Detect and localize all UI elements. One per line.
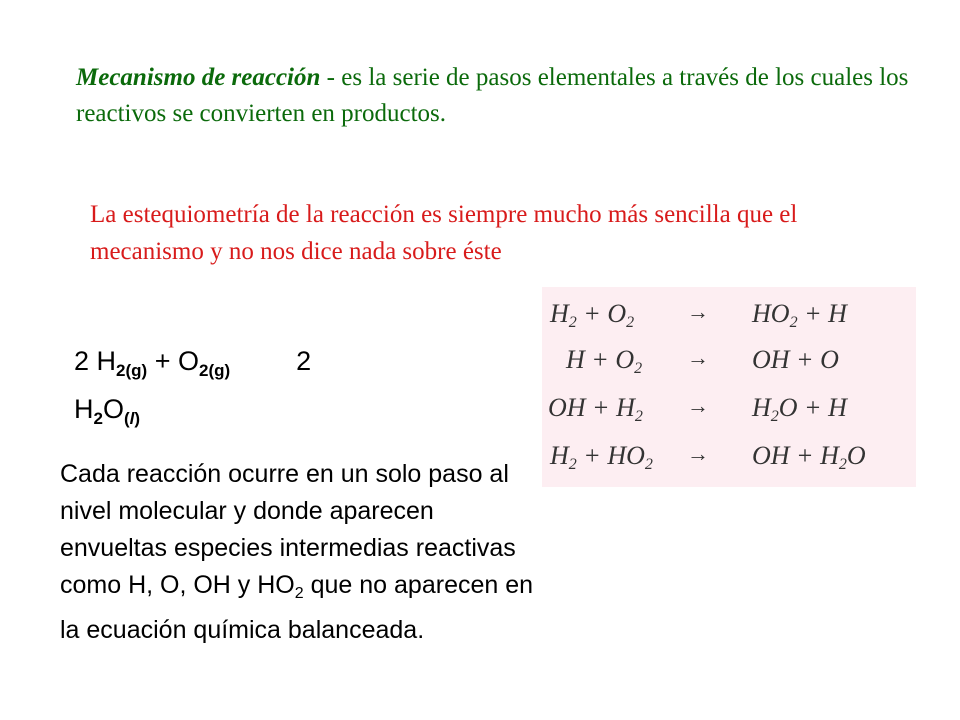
eq-product-o: O bbox=[102, 394, 124, 424]
step-reactants bbox=[566, 345, 642, 378]
explanation-paragraph bbox=[60, 456, 540, 649]
step-sub: 2 bbox=[634, 360, 643, 377]
eq-state-close: ) bbox=[134, 409, 141, 428]
eq-sub-h2: 2(g) bbox=[116, 361, 148, 380]
step-term: + HO bbox=[576, 441, 645, 470]
stoichiometry-note: La estequiometría de la reacción es siempre mucho más sencilla que el mecanismo y no nos dice nada sobre éste bbox=[90, 201, 798, 265]
step-term: OH + H bbox=[752, 441, 839, 470]
step-products bbox=[752, 441, 866, 474]
step-sub: 2 bbox=[789, 314, 798, 331]
definition-term: Mecanismo de reacción bbox=[76, 64, 321, 91]
step-term: OH + O bbox=[752, 345, 839, 374]
arrow-icon: → bbox=[687, 345, 709, 370]
step-sub: 2 bbox=[634, 408, 643, 425]
step-products bbox=[752, 299, 847, 332]
step-term: H + O bbox=[566, 345, 635, 374]
eq-state: l bbox=[129, 409, 135, 428]
mechanism-step bbox=[542, 385, 916, 431]
step-sub: 2 bbox=[838, 456, 847, 473]
mechanism-steps-image bbox=[542, 287, 916, 487]
step-term: O bbox=[846, 441, 866, 470]
step-sub: 2 bbox=[626, 314, 635, 331]
step-term: HO bbox=[752, 299, 790, 328]
overall-equation bbox=[74, 342, 374, 438]
step-term: O + H bbox=[778, 393, 847, 422]
explanation-text-1: Cada reacción ocurre en un solo paso al nivel molecular y donde aparecen envueltas especies intermedias reactivas como H, O, OH y HO bbox=[60, 460, 516, 599]
step-sub: 2 bbox=[568, 314, 577, 331]
explanation-text-2: que no aparecen en la ecuación química balanceada. bbox=[60, 571, 534, 644]
step-products bbox=[752, 393, 847, 426]
mechanism-step bbox=[542, 337, 916, 383]
mechanism-step bbox=[542, 291, 916, 337]
step-term: H bbox=[752, 393, 771, 422]
step-reactants bbox=[550, 299, 634, 332]
step-sub: 2 bbox=[644, 456, 653, 473]
arrow-icon: → bbox=[687, 393, 709, 418]
arrow-icon: → bbox=[687, 299, 709, 324]
explanation-sub: 2 bbox=[294, 585, 304, 602]
step-products bbox=[752, 345, 839, 375]
step-term: + O bbox=[576, 299, 627, 328]
eq-reactant-h2: 2 H bbox=[74, 346, 117, 376]
step-term: OH + H bbox=[548, 393, 635, 422]
definition-text: - es la serie de pasos elementales a través de los cuales los reactivos se convierten en productos. bbox=[76, 64, 909, 127]
eq-product-h: H bbox=[74, 394, 94, 424]
eq-reactant-o2: + O bbox=[147, 346, 199, 376]
step-sub: 2 bbox=[568, 456, 577, 473]
step-term: H bbox=[550, 441, 569, 470]
arrow-icon: → bbox=[687, 441, 709, 466]
eq-product-coef: 2 bbox=[296, 346, 312, 376]
eq-sub-product: 2 bbox=[93, 409, 103, 428]
mechanism-step bbox=[542, 433, 916, 479]
step-term: H bbox=[550, 299, 569, 328]
eq-state-open: ( bbox=[123, 409, 130, 428]
mechanism-definition bbox=[76, 60, 936, 132]
step-term: + H bbox=[797, 299, 847, 328]
step-reactants bbox=[548, 393, 643, 426]
step-sub: 2 bbox=[770, 408, 779, 425]
step-reactants bbox=[550, 441, 653, 474]
eq-sub-o2: 2(g) bbox=[198, 361, 231, 380]
